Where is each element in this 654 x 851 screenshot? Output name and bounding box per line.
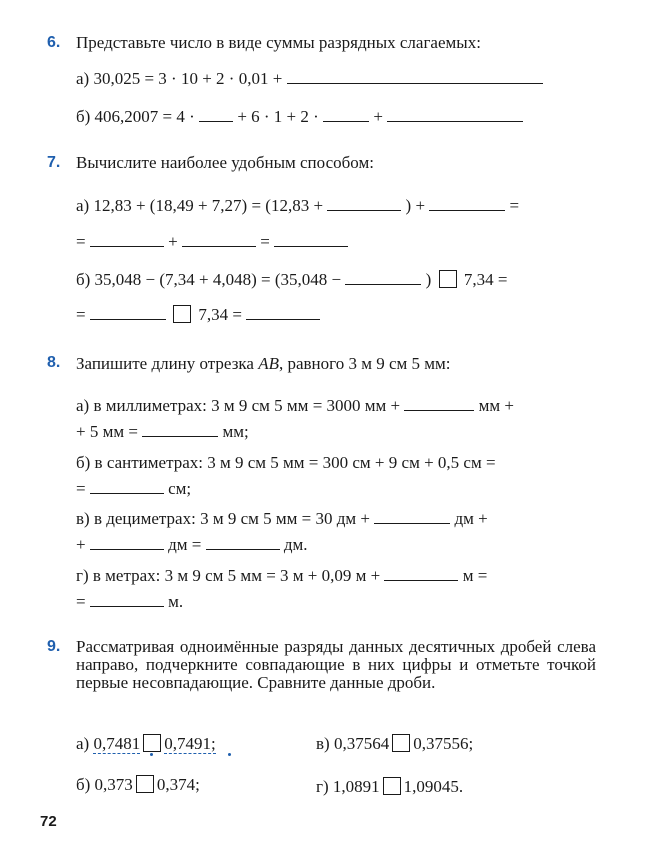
- task-8c-blank-3[interactable]: [206, 535, 280, 550]
- task-9b-right-number: 0,374;: [156, 775, 200, 794]
- task-8-heading: [76, 354, 451, 374]
- task-9c-label: в) 0,37564: [316, 734, 390, 753]
- task-9b-label: б) 0,373: [76, 775, 133, 794]
- task-8a-text-4: мм;: [222, 422, 249, 441]
- task-6b-text-1: б) 406,2007 = 4 ·: [76, 107, 195, 126]
- task-7a-blank-5[interactable]: [274, 232, 348, 247]
- task-7b-sign-box-2[interactable]: [173, 305, 191, 323]
- task-7-number: 7.: [47, 154, 61, 171]
- task-8a-text-1: а) в миллиметрах: 3 м 9 см 5 мм = 3000 мм +: [76, 396, 401, 415]
- task-6b-blank-2[interactable]: [323, 107, 369, 122]
- task-9c-compare-box[interactable]: [392, 734, 410, 752]
- task-8d-text-1: г) в метрах: 3 м 9 см 5 мм = 3 м + 0,09 м +: [76, 566, 381, 585]
- task-9d-line: [316, 777, 463, 797]
- task-9d-right-number: 1,09045.: [403, 777, 464, 796]
- task-7b-blank-3[interactable]: [246, 305, 320, 320]
- task-6b-blank-3[interactable]: [387, 107, 523, 122]
- task-7b-sign-box-1[interactable]: [439, 270, 457, 288]
- task-9c-right-number: 0,37556;: [413, 734, 474, 753]
- task-9a-dot-marker-1: [150, 753, 153, 756]
- task-8c-text-2: дм +: [454, 509, 488, 528]
- task-9a-compare-box[interactable]: [143, 734, 161, 752]
- task-6-heading: Представьте число в виде суммы разрядных слагаемых:: [76, 33, 481, 52]
- task-8d-blank-1[interactable]: [384, 566, 458, 581]
- task-6b-line: [76, 107, 523, 127]
- task-9d-label: г) 1,0891: [316, 777, 380, 796]
- task-9-text: Рассматривая одноимённые разряды данных десятичных дробей слева направо, подчеркните совпадающие в них цифры и отметьте точкой первые несовпадающие. Сравните данные дроби.: [76, 637, 596, 692]
- task-7b-blank-2[interactable]: [90, 305, 166, 320]
- task-6-number: 6.: [47, 34, 61, 51]
- task-8a-line-1: [76, 396, 514, 416]
- task-9a-dot-marker-2: [228, 753, 231, 756]
- task-8c-line-2: [76, 535, 308, 555]
- task-8c-text-4: дм =: [168, 535, 202, 554]
- task-8d-blank-2[interactable]: [90, 592, 164, 607]
- task-7a-text-4: =: [76, 232, 86, 251]
- task-8d-line-2: [76, 592, 183, 612]
- task-7b-text-1: б) 35,048 − (7,34 + 4,048) = (35,048 −: [76, 270, 342, 289]
- task-8b-blank-1[interactable]: [90, 479, 164, 494]
- task-8c-text-1: в) в дециметрах: 3 м 9 см 5 мм = 30 дм +: [76, 509, 370, 528]
- task-8-number: 8.: [47, 354, 61, 371]
- task-8a-text-3: + 5 мм =: [76, 422, 138, 441]
- task-7a-text-1: а) 12,83 + (18,49 + 7,27) = (12,83 +: [76, 196, 324, 215]
- task-8d-line-1: [76, 566, 487, 586]
- task-7a-blank-1[interactable]: [327, 196, 401, 211]
- task-7b-line-2: [76, 305, 320, 325]
- task-9b-compare-box[interactable]: [136, 775, 154, 793]
- task-8-heading-text-2: , равного 3 м 9 см 5 мм:: [278, 354, 451, 373]
- task-7b-line-1: [76, 270, 507, 290]
- task-7b-text-4: =: [76, 305, 86, 324]
- task-8b-text-3: см;: [168, 479, 192, 498]
- task-6b-blank-1[interactable]: [199, 107, 233, 122]
- task-9a-line: [76, 734, 216, 754]
- task-7b-blank-1[interactable]: [345, 270, 421, 285]
- task-7a-blank-4[interactable]: [182, 232, 256, 247]
- task-8c-text-3: +: [76, 535, 86, 554]
- task-8a-line-2: [76, 422, 249, 442]
- task-7b-text-2: ): [425, 270, 432, 289]
- task-9a-label: а): [76, 734, 90, 753]
- task-7a-line-2: [76, 232, 348, 252]
- task-6b-text-2: + 6 · 1 + 2 ·: [237, 107, 319, 126]
- task-9a-right-number[interactable]: 0,7491;: [164, 734, 216, 753]
- task-6b-text-3: +: [373, 107, 383, 126]
- task-7a-line-1: [76, 196, 519, 216]
- task-8d-text-4: м.: [168, 592, 184, 611]
- task-8-heading-text-1: Запишите длину отрезка: [76, 354, 259, 373]
- task-8d-text-3: =: [76, 592, 86, 611]
- task-6a-blank[interactable]: [287, 69, 543, 84]
- task-8c-blank-1[interactable]: [374, 509, 450, 524]
- task-9b-line: [76, 775, 200, 795]
- task-8b-text-2: =: [76, 479, 86, 498]
- task-7a-text-5: +: [168, 232, 178, 251]
- task-7a-text-6: =: [260, 232, 270, 251]
- task-9c-line: [316, 734, 473, 754]
- task-6a-text: а) 30,025 = 3 · 10 + 2 · 0,01 +: [76, 69, 283, 88]
- task-8-heading-ab: AB: [258, 354, 279, 373]
- task-7-heading: Вычислите наиболее удобным способом:: [76, 153, 374, 172]
- task-8d-text-2: м =: [462, 566, 488, 585]
- task-8c-text-5: дм.: [283, 535, 308, 554]
- task-8a-text-2: мм +: [478, 396, 514, 415]
- task-7a-blank-2[interactable]: [429, 196, 505, 211]
- task-8a-blank-1[interactable]: [404, 396, 474, 411]
- task-7b-text-3: 7,34 =: [463, 270, 508, 289]
- task-8b-line-1: [76, 453, 496, 473]
- task-7a-blank-3[interactable]: [90, 232, 164, 247]
- task-9d-compare-box[interactable]: [383, 777, 401, 795]
- task-7a-text-2: ) +: [405, 196, 426, 215]
- task-9-number: 9.: [47, 638, 61, 655]
- task-8a-blank-2[interactable]: [142, 422, 218, 437]
- task-6a-line: [76, 69, 543, 89]
- page-number: 72: [40, 813, 57, 830]
- task-7b-text-5: 7,34 =: [198, 305, 242, 324]
- task-8c-blank-2[interactable]: [90, 535, 164, 550]
- task-8b-text-1: б) в сантиметрах: 3 м 9 см 5 мм = 300 см + 9 см + 0,5 см =: [76, 453, 496, 472]
- task-7a-text-3: =: [509, 196, 520, 215]
- task-8b-line-2: [76, 479, 191, 499]
- task-8c-line-1: [76, 509, 488, 529]
- task-9a-left-number[interactable]: 0,7481: [93, 734, 141, 753]
